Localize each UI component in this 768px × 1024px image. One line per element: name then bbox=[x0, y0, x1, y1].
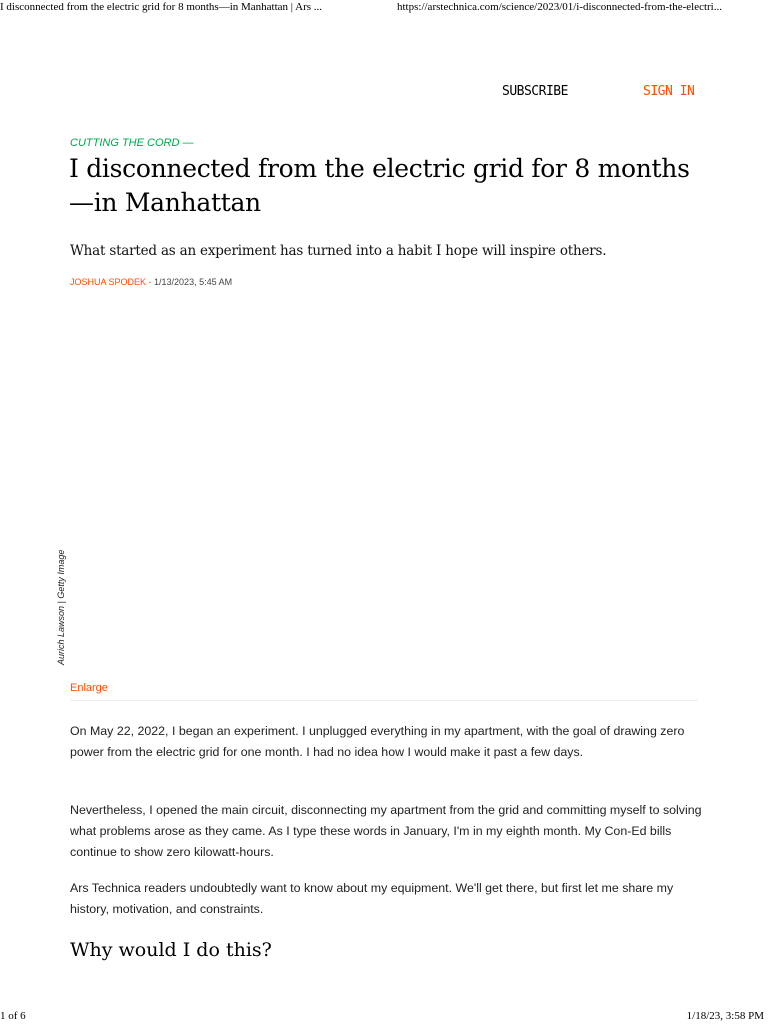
byline-separator: - bbox=[146, 277, 155, 287]
page-number: 1 of 6 bbox=[0, 1010, 26, 1022]
caption-divider bbox=[70, 700, 698, 701]
enlarge-image-link[interactable]: Enlarge bbox=[70, 682, 108, 694]
section-heading: Why would I do this? bbox=[70, 939, 272, 961]
body-paragraph-2: Nevertheless, I opened the main circuit, disconnecting my apartment from the grid and committing myself to solving what problems arose as they came. As I type these words in January, I'm in my eighth month. My Con-Ed bills continue to show zero kilowatt-hours. bbox=[70, 803, 702, 859]
print-footer bbox=[0, 1010, 768, 1024]
author-link[interactable]: JOSHUA SPODEK bbox=[70, 277, 147, 287]
body-paragraph-1: On May 22, 2022, I began an experiment. I unplugged everything in my apartment, with the goal of drawing zero power from the electric grid for one month. I had no idea how I would make it past a few days. bbox=[70, 724, 685, 759]
sign-in-link[interactable]: SIGN IN bbox=[643, 84, 695, 99]
subscribe-link[interactable]: SUBSCRIBE bbox=[502, 84, 568, 99]
article-kicker[interactable]: CUTTING THE CORD — bbox=[70, 137, 194, 149]
image-credit: Aurich Lawson | Getty Image bbox=[56, 549, 66, 665]
print-page-title: I disconnected from the electric grid for 8 months—in Manhattan | Ars ... bbox=[0, 1, 323, 13]
article-headline: I disconnected from the electric grid for 8 months—in Manhattan bbox=[69, 154, 690, 217]
article-dek: What started as an experiment has turned into a habit I hope will inspire others. bbox=[70, 243, 607, 259]
publish-date: 1/13/2023, 5:45 AM bbox=[154, 277, 233, 287]
print-timestamp: 1/18/23, 3:58 PM bbox=[686, 1010, 764, 1022]
body-paragraph-3: Ars Technica readers undoubtedly want to know about my equipment. We'll get there, but first let me share my history, motivation, and constraints. bbox=[70, 881, 674, 916]
print-page-url: https://arstechnica.com/science/2023/01/i-disconnected-from-the-electri... bbox=[397, 1, 722, 13]
print-header bbox=[0, 0, 768, 16]
byline bbox=[70, 277, 232, 287]
